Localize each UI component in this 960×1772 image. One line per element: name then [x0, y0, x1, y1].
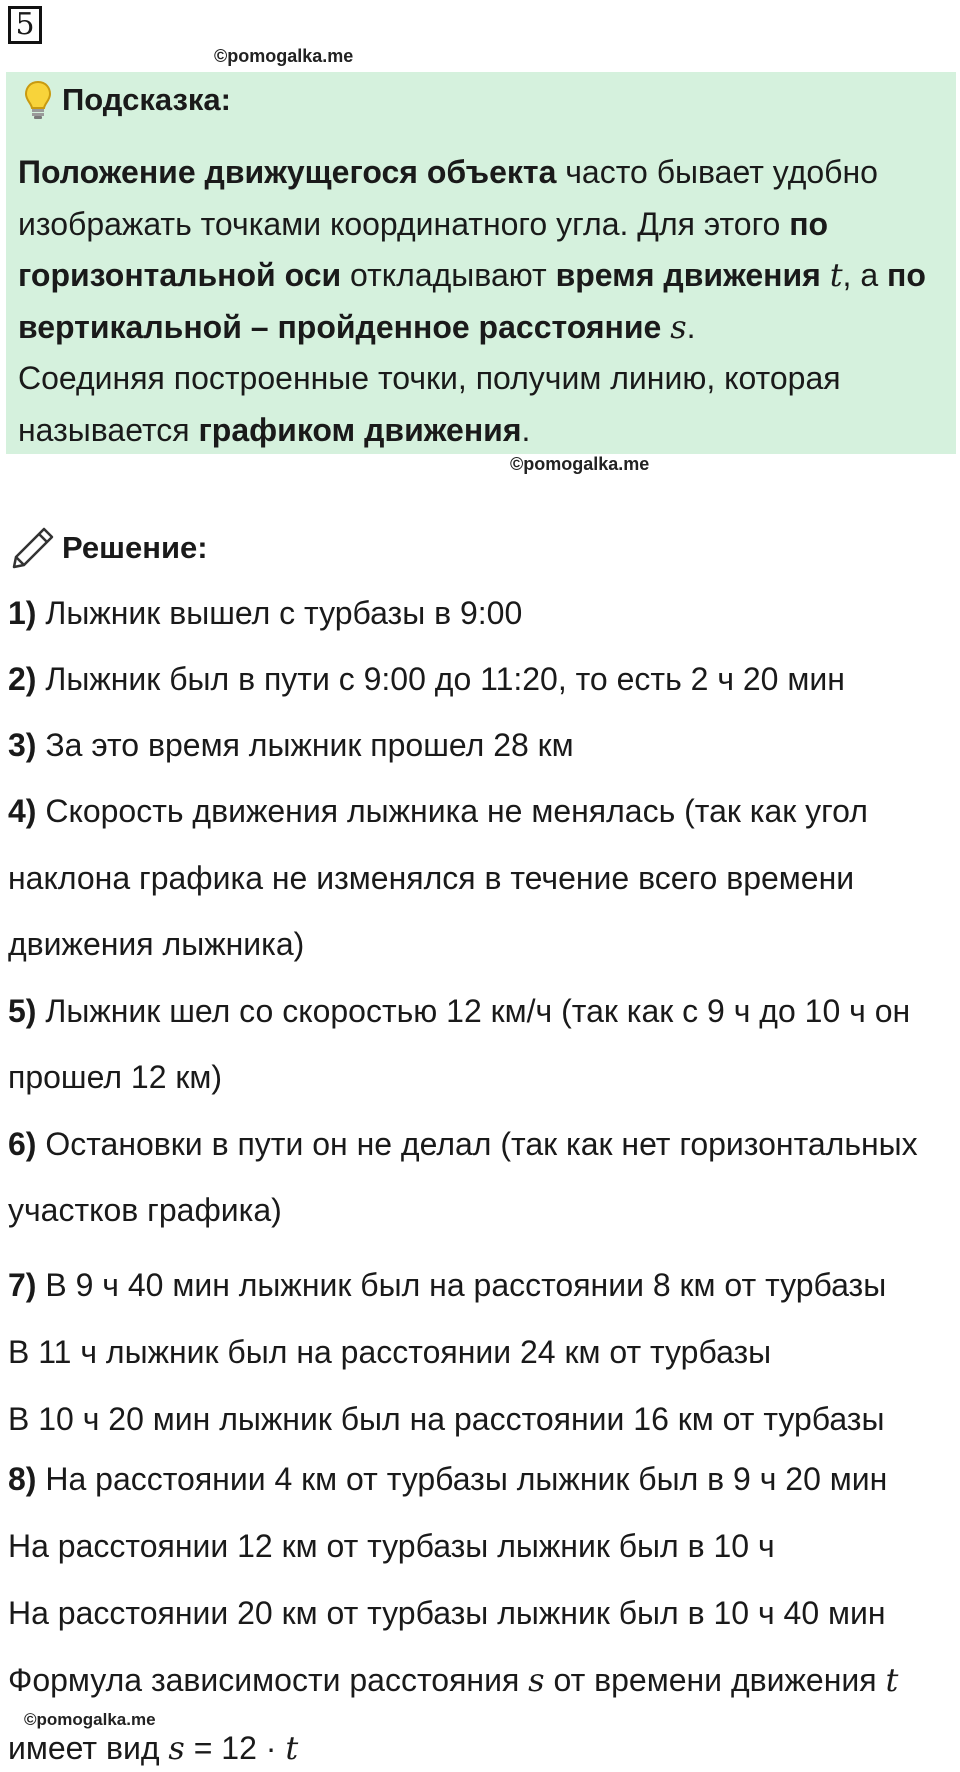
step-number: 8) [8, 1461, 37, 1497]
step-number: 5) [8, 993, 37, 1029]
watermark-middle: ©pomogalka.me [510, 454, 650, 474]
solution-line-2 [8, 659, 845, 699]
solution-line-6b: участков графика) [8, 1192, 282, 1228]
hint-text-1: часто бывает удобно изображать точками координатного угла. Для этого [18, 154, 878, 242]
hint-title [24, 78, 231, 122]
formula-text-c: имеет вид [8, 1730, 169, 1766]
step-number: 4) [8, 793, 37, 829]
hint-title-label: Подсказка: [62, 82, 231, 117]
hint-text-4: . [686, 308, 696, 345]
watermark-bottom: ©pomogalka.me [24, 1710, 156, 1729]
solution-line-6 [8, 1124, 918, 1164]
formula-text-a: Формула зависимости расстояния [8, 1662, 529, 1698]
solution-line-7c: В 10 ч 20 мин лыжник был на расстоянии 16 км от турбазы [8, 1401, 885, 1437]
hint-bold-4: по вертикальной – пройденное расстояние [18, 257, 926, 345]
solution-title-label: Решение: [62, 530, 208, 565]
step-number: 7) [8, 1267, 37, 1303]
solution-line-3 [8, 725, 574, 765]
formula-expr-s: s [168, 1729, 185, 1767]
hint-text-6: . [521, 411, 531, 448]
formula-expr-t: t [285, 1729, 299, 1767]
step-text: В 9 ч 40 мин лыжник был на расстоянии 8 км от турбазы [36, 1267, 887, 1303]
hint-box [6, 72, 956, 454]
solution-line-8b: На расстоянии 12 км от турбазы лыжник был в 10 ч [8, 1528, 775, 1564]
hint-text-2: откладывают [341, 257, 556, 293]
solution-line-5b: прошел 12 км) [8, 1059, 223, 1095]
formula-expr-mid: = 12 · [184, 1730, 286, 1766]
pencil-icon [10, 525, 56, 571]
formula-var-s: s [528, 1661, 545, 1699]
solution-line-1 [8, 593, 522, 633]
step-number: 3) [8, 727, 37, 763]
step-text: На расстоянии 4 км от турбазы лыжник был в 9 ч 20 мин [36, 1461, 888, 1497]
hint-bold-2: по горизонтальной оси [18, 205, 829, 293]
solution-line-4b: наклона графика не изменялся в течение всего времени [8, 860, 855, 896]
step-text: Лыжник вышел с турбазы в 9:00 [36, 595, 523, 631]
step-text: Скорость движения лыжника не менялась (так как угол [36, 793, 868, 829]
solution-line-8 [8, 1459, 887, 1499]
step-number: 6) [8, 1126, 37, 1162]
step-number: 2) [8, 661, 37, 697]
solution-line-8c: На расстоянии 20 км от турбазы лыжник был в 10 ч 40 мин [8, 1595, 886, 1631]
hint-var-t: t [829, 256, 843, 294]
hint-bold-3: время движения [555, 257, 821, 293]
solution-line-4 [8, 791, 868, 831]
hint-bold-1: Положение движущегося объекта [18, 154, 557, 190]
formula-line-2 [8, 1728, 298, 1768]
formula-text-b: от времени движения [544, 1662, 886, 1698]
step-text: Остановки в пути он не делал (так как нет горизонтальных [36, 1126, 918, 1162]
watermark-top: ©pomogalka.me [214, 46, 354, 66]
solution-line-7b: В 11 ч лыжник был на расстоянии 24 км от турбазы [8, 1334, 772, 1370]
solution-title [10, 522, 208, 574]
solution-line-5 [8, 991, 910, 1031]
formula-var-t: t [885, 1661, 899, 1699]
step-number: 1) [8, 595, 37, 631]
task-number-box: 5 [8, 6, 42, 44]
hint-text-5: Соединяя построенные точки, получим линию, которая называется [18, 360, 841, 448]
hint-text-3: , а [842, 257, 888, 293]
solution-line-7 [8, 1265, 886, 1305]
solution-line-4c: движения лыжника) [8, 926, 305, 962]
formula-line-1 [8, 1660, 898, 1700]
hint-var-s: s [670, 307, 687, 346]
step-text: Лыжник был в пути с 9:00 до 11:20, то есть 2 ч 20 мин [36, 661, 845, 697]
hint-text [18, 147, 950, 456]
hint-bold-5: графиком движения [198, 411, 522, 448]
step-text: За это время лыжник прошел 28 км [36, 727, 574, 763]
step-text: Лыжник шел со скоростью 12 км/ч (так как с 9 ч до 10 ч он [36, 993, 911, 1029]
lightbulb-icon [24, 80, 52, 120]
